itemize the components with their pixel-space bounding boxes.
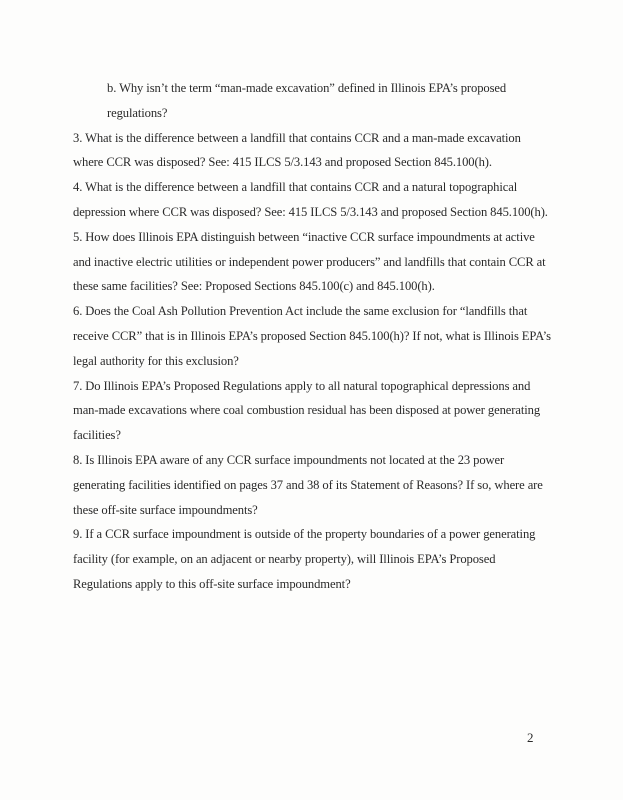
paragraph-question-2b: b. Why isn’t the term “man-made excavation” defined in Illinois EPA’s proposed regulations? — [107, 81, 507, 120]
document-body — [73, 76, 553, 597]
paragraph-question-9: 9. If a CCR surface impoundment is outside of the property boundaries of a power generating facility (for example, on an adjacent or nearby property), will Illinois EPA’s Proposed Regulations apply to this off-site surface impoundment? — [73, 527, 536, 591]
paragraph-question-6: 6. Does the Coal Ash Pollution Prevention Act include the same exclusion for “landfills that receive CCR” that is in Illinois EPA’s proposed Section 845.100(h)? If not, what is Illinois EPA’s legal authority for this exclusion? — [73, 304, 551, 368]
paragraph-question-8: 8. Is Illinois EPA aware of any CCR surface impoundments not located at the 23 power generating facilities identified on pages 37 and 38 of its Statement of Reasons? If so, where are these off-site surface impoundments? — [73, 452, 543, 517]
page-number: 2 — [527, 730, 534, 745]
paragraph-question-7: 7. Do Illinois EPA’s Proposed Regulations apply to all natural topographical depressions and man-made excavations where coal combustion residual has been disposed at power generating facilities? — [73, 378, 541, 443]
paragraph-question-3: 3. What is the difference between a landfill that contains CCR and a man-made excavation where CCR was disposed? See: 415 ILCS 5/3.143 and proposed Section 845.100(h). — [73, 130, 521, 170]
paragraph-question-5: 5. How does Illinois EPA distinguish between “inactive CCR surface impoundments at active and inactive electric utilities or independent power producers” and landfills that contain CCR at these same facilities? See: Proposed Sections 845.100(c) and 845.100(h). — [73, 229, 546, 294]
paragraph-question-4: 4. What is the difference between a landfill that contains CCR and a natural topographical depression where CCR was disposed? See: 415 ILCS 5/3.143 and proposed Section 845.100(h). — [73, 180, 548, 219]
